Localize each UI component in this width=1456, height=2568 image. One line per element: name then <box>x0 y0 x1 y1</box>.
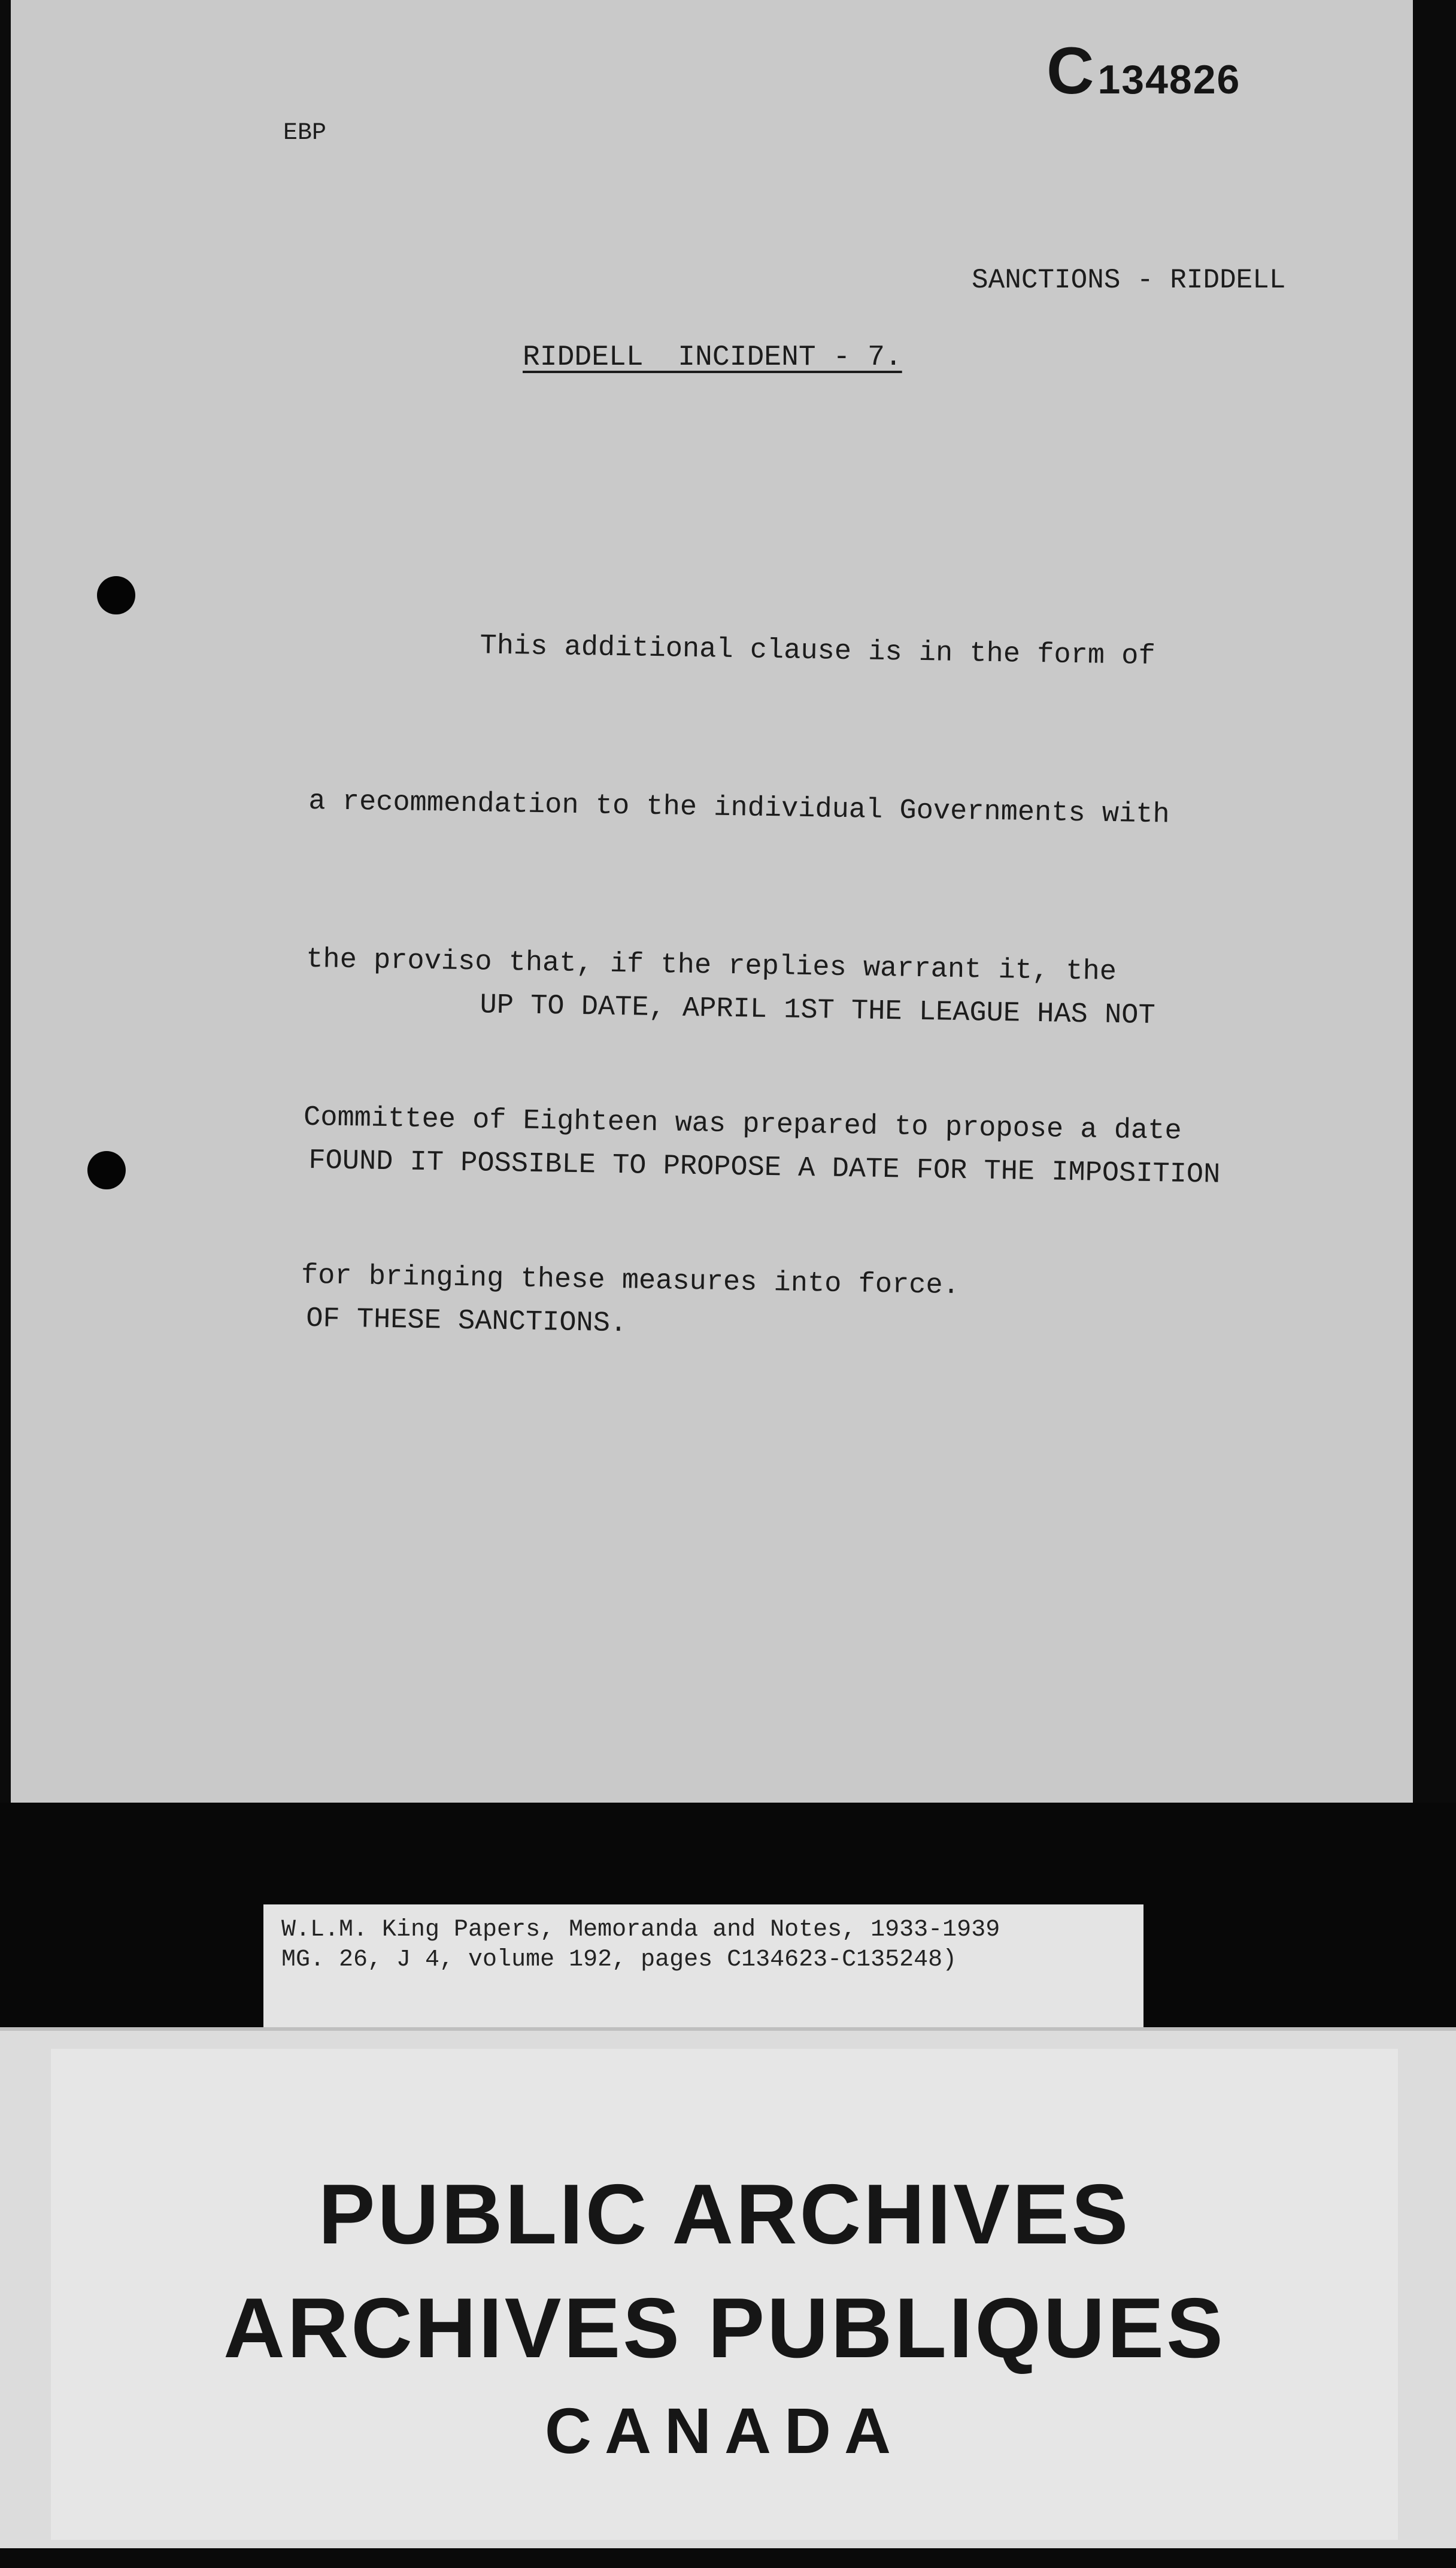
document-number-value: 134826 <box>1097 57 1241 102</box>
citation-label <box>263 1904 1143 2033</box>
paragraph-line: for bringing these measures into force. <box>301 1259 960 1303</box>
paragraph-2 <box>304 871 1331 1467</box>
archives-card-french: ARCHIVES PUBLIQUES <box>223 2281 1226 2376</box>
archives-card-english: PUBLIC ARCHIVES <box>318 2167 1131 2262</box>
archives-card-country: CANADA <box>545 2394 904 2467</box>
typist-initials: EBP <box>283 120 327 147</box>
paragraph-line: OF THESE SANCTIONS. <box>305 1303 627 1340</box>
document-title: RIDDELL INCIDENT - 7. <box>523 341 902 374</box>
archives-card-panel <box>51 2049 1398 2540</box>
citation-line: MG. 26, J 4, volume 192, pages C134623-C135248) <box>281 1946 957 1973</box>
document-page <box>11 0 1413 1803</box>
film-edge <box>0 2548 1456 2568</box>
punch-hole <box>97 576 135 614</box>
paragraph-line: the proviso that, if the replies warrant it, the <box>305 943 1117 989</box>
document-number <box>1046 33 1240 109</box>
citation-line: W.L.M. King Papers, Memoranda and Notes, 1933-1939 <box>281 1916 1000 1943</box>
paragraph-line: Committee of Eighteen was prepared to propose a date <box>303 1101 1182 1147</box>
document-number-prefix: C <box>1046 34 1094 108</box>
paragraph-line: a recommendation to the individual Governments with <box>308 785 1170 831</box>
paragraph-line: This additional clause is in the form of <box>311 627 1156 673</box>
file-reference: SANCTIONS - RIDDELL <box>972 265 1286 296</box>
paragraph-line: FOUND IT POSSIBLE TO PROPOSE A DATE FOR THE IMPOSITION <box>308 1144 1221 1191</box>
archives-card <box>0 2027 1456 2568</box>
paragraph-line: UP TO DATE, APRIL 1ST THE LEAGUE HAS NOT <box>311 986 1156 1032</box>
punch-hole <box>87 1151 126 1189</box>
